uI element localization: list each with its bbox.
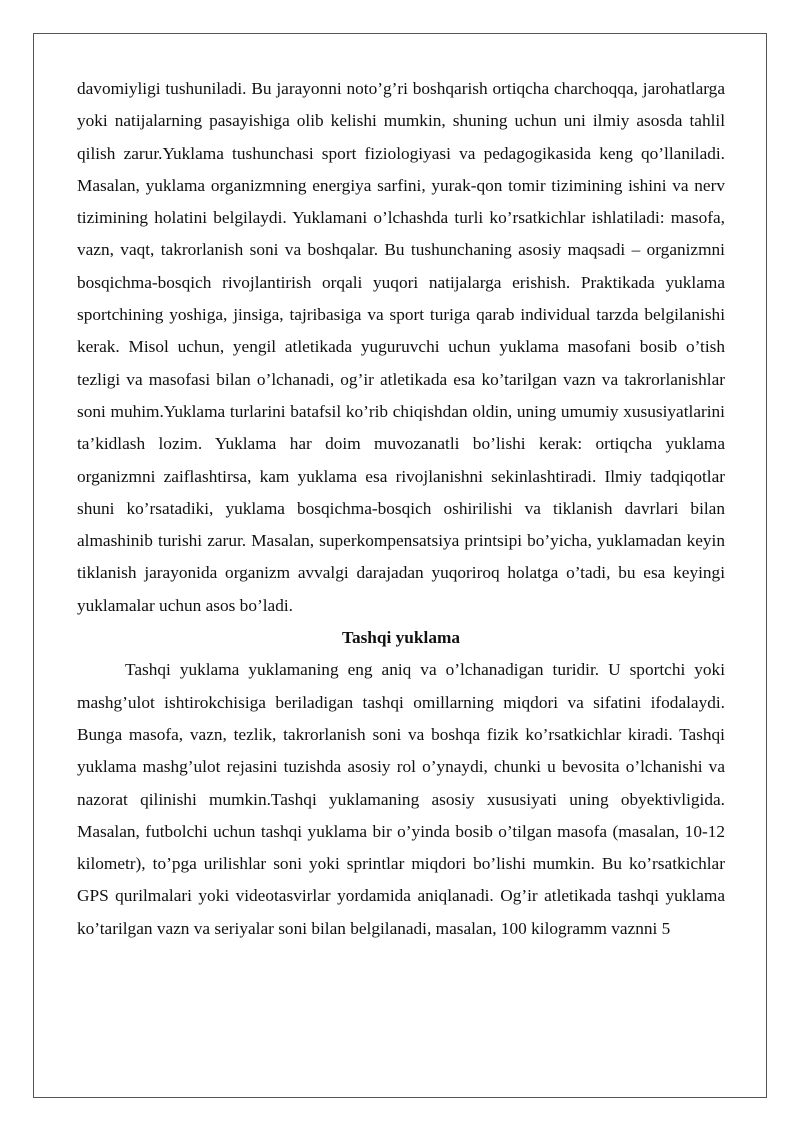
document-body [77, 73, 725, 945]
section-heading: Tashqi yuklama [342, 628, 460, 648]
body-paragraph: davomiyligi tushuniladi. Bu jarayonni noto’g’ri boshqarish ortiqcha charchoqqa, jarohatlarga yoki natijalarning pasayishiga olib kelishi mumkin, shuning uchun uni ilmiy asosda tahlil qilish zarur.Yuklama tushunchasi sport fiziologiyasi va pedagogikasida keng qo’llaniladi. Masalan, yuklama organizmning energiya sarfini, yurak-qon tomir tizimining ishini va nerv tizimining holatini belgilaydi. Yuklamani o’lchashda turli ko’rsatkichlar ishlatiladi: masofa, vazn, vaqt, takrorlanish soni va boshqalar. Bu tushunchaning asosiy maqsadi – organizmni bosqichma-bosqich rivojlantirish orqali yuqori natijalarga erishish. Praktikada yuklama sportchining yoshiga, jinsiga, tajribasiga va sport turiga qarab individual tarzda belgilanishi kerak. Misol uchun, yengil atletikada yuguruvchi uchun yuklama masofani bosib o’tish tezligi va masofasi bilan o’lchanadi, og’ir atletikada esa ko’tarilgan vazn va takrorlanishlar soni muhim.Yuklama turlarini batafsil ko’rib chiqishdan oldin, uning umumiy xususiyatlarini ta’kidlash lozim. Yuklama har doim muvozanatli bo’lishi kerak: ortiqcha yuklama organizmni zaiflashtirsa, kam yuklama esa rivojlanishni sekinlashtiradi. Ilmiy tadqiqotlar shuni ko’rsatadiki, yuklama bosqichma-bosqich oshirilishi va tiklanish davrlari bilan almashinib turishi zarur. Masalan, superkompensatsiya printsipi bo’yicha, yuklamadan keyin tiklanish jarayonida organizm avvalgi darajadan yuqoriroq holatga o’tadi, bu esa keyingi yuklamalar uchun asos bo’ladi. [77, 79, 725, 615]
body-paragraph: Tashqi yuklama yuklamaning eng aniq va o’lchanadigan turidir. U sportchi yoki mashg’ulot ishtirokchisiga beriladigan tashqi omillarning miqdori va sifatini ifodalaydi. Bunga masofa, vazn, tezlik, takrorlanish soni va boshqa fizik ko’rsatkichlar kiradi. Tashqi yuklama mashg’ulot rejasini tuzishda asosiy rol o’ynaydi, chunki u bevosita o’lchanishi va nazorat qilinishi mumkin.Tashqi yuklamaning asosiy xususiyati uning obyektivligida. Masalan, futbolchi uchun tashqi yuklama bir o’yinda bosib o’tilgan masofa (masalan, 10-12 kilometr), to’pga urilishlar soni yoki sprintlar miqdori bo’lishi mumkin. Bu ko’rsatkichlar GPS qurilmalari yoki videotasvirlar yordamida aniqlanadi. Og’ir atletikada tashqi yuklama ko’tarilgan vazn va seriyalar soni bilan belgilanadi, masalan, 100 kilogramm vaznni 5 [77, 660, 725, 938]
